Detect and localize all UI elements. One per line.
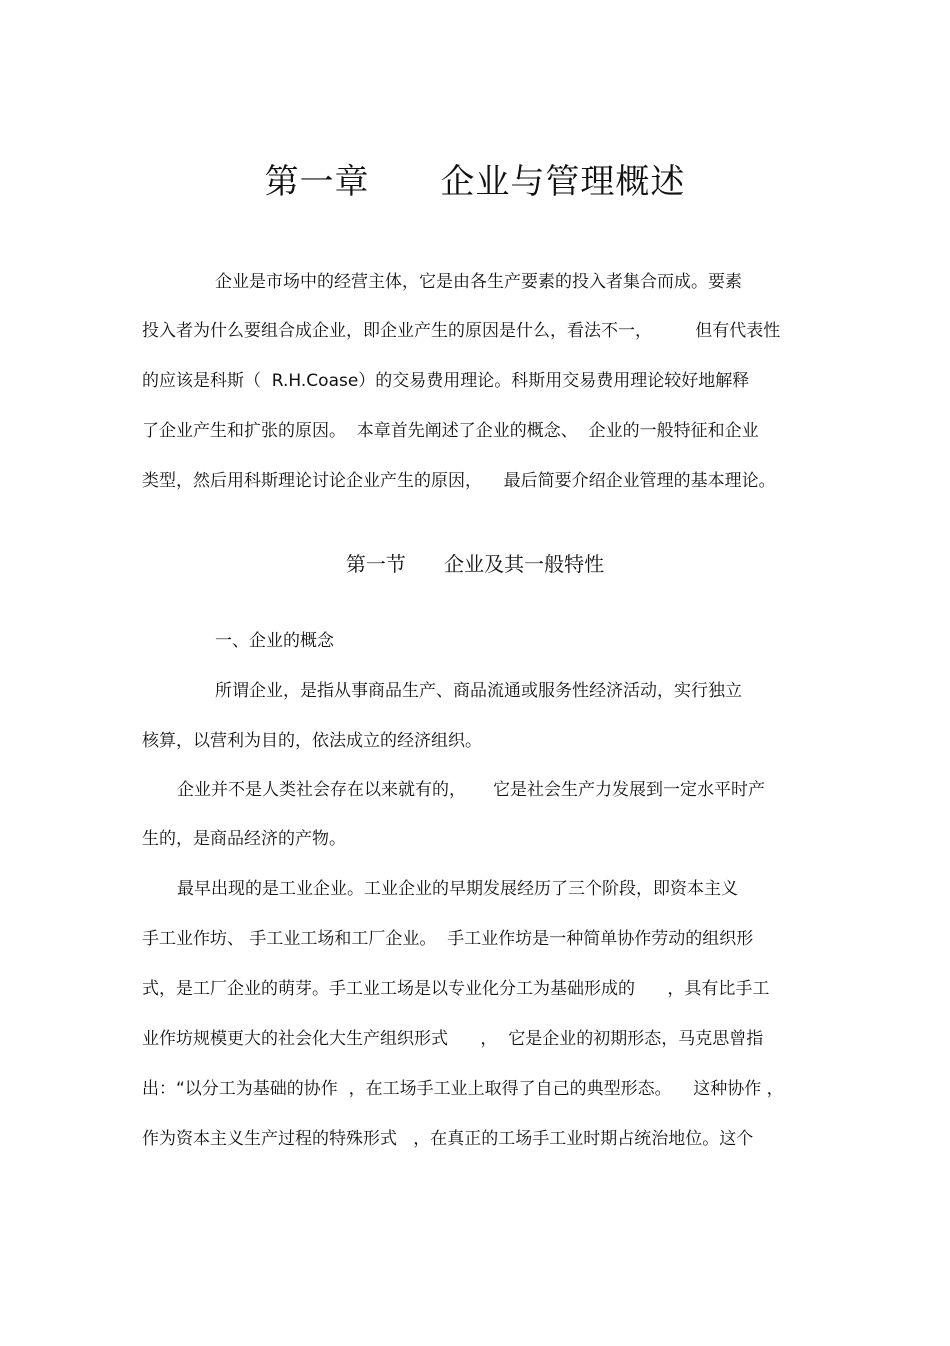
- intro-line: 企业是市场中的经营主体，它是由各生产要素的投入者集合而成。要素: [215, 272, 742, 292]
- subsection-title: 一、企业的概念: [215, 631, 334, 651]
- body-line: 生的，是商品经济的产物。: [142, 829, 346, 849]
- body-line: 核算，以营利为目的，依法成立的经济组织。: [142, 731, 482, 751]
- body-line: 手工业作坊、 手工业工场和工厂企业。 手工业作坊是一种简单协作劳动的组织形: [142, 929, 754, 949]
- chapter-title: 第一章 企业与管理概述: [264, 162, 686, 202]
- section-title: 第一节 企业及其一般特性: [345, 552, 605, 576]
- body-line: 最早出现的是工业企业。工业企业的早期发展经历了三个阶段，即资本主义: [177, 879, 738, 899]
- body-line: 所谓企业，是指从事商品生产、商品流通或服务性经济活动，实行独立: [215, 681, 742, 701]
- intro-line: 类型，然后用科斯理论讨论企业产生的原因， 最后简要介绍企业管理的基本理论。: [142, 471, 776, 491]
- intro-line: 投入者为什么要组合成企业，即企业产生的原因是什么，看法不一， 但有代表性: [142, 321, 781, 341]
- body-line: 作为资本主义生产过程的特殊形式 ，在真正的工场手工业时期占统治地位。这个: [142, 1129, 754, 1149]
- intro-line: 了企业产生和扩张的原因。 本章首先阐述了企业的概念、 企业的一般特征和企业: [142, 421, 759, 441]
- body-line: 企业并不是人类社会存在以来就有的， 它是社会生产力发展到一定水平时产: [177, 780, 766, 800]
- intro-line: 的应该是科斯（ R.H.Coase）的交易费用理论。科斯用交易费用理论较好地解释: [142, 371, 750, 391]
- body-line: 业作坊规模更大的社会化大生产组织形式 ， 它是企业的初期形态，马克思曾指: [142, 1029, 764, 1049]
- body-line: 出：“以分工为基础的协作 ，在工场手工业上取得了自己的典型形态。 这种协作 ，: [142, 1079, 784, 1099]
- body-line: 式，是工厂企业的萌芽。手工业工场是以专业化分工为基础形成的 ，具有比手工: [142, 979, 770, 999]
